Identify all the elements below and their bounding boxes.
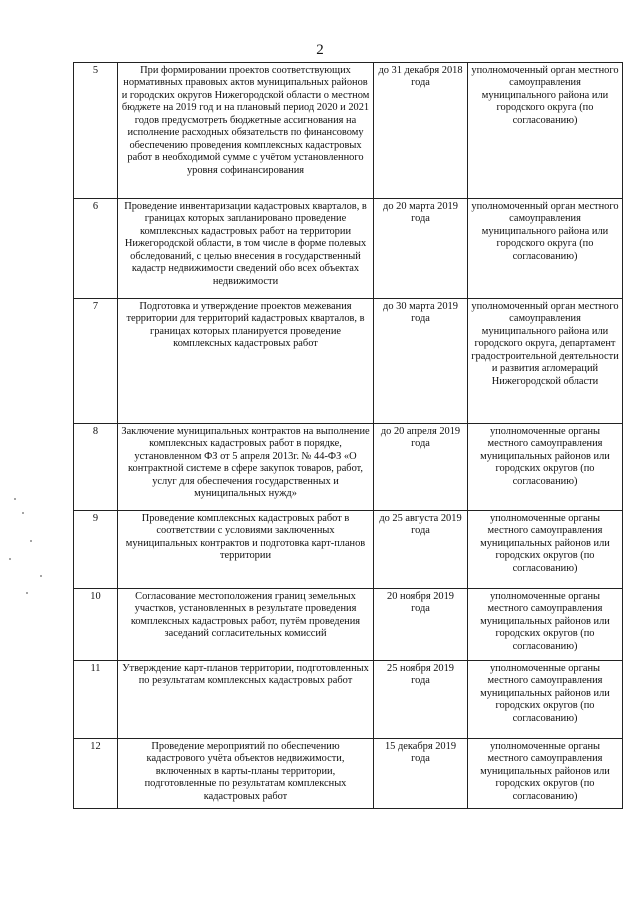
row-number: 12 — [74, 739, 118, 809]
scan-speck — [22, 512, 24, 514]
row-responsible: уполномоченные органы местного самоуправления муниципальных районов или городских округов (по согласованию) — [468, 424, 623, 511]
row-activity: Проведение инвентаризации кадастровых кварталов, в границах которых запланировано проведение комплексных кадастровых работ на территории Нижегородской области, в том числе в форме полевых обследований, с целью внесения в государственный кадастр недвижимости сведений обо всех объектах недвижимости — [118, 199, 374, 299]
row-responsible: уполномоченные органы местного самоуправления муниципальных районов или городских округов (по согласованию) — [468, 589, 623, 661]
row-activity: Утверждение карт-планов территории, подготовленных по результатам комплексных кадастровых работ — [118, 661, 374, 739]
row-responsible: уполномоченные органы местного самоуправления муниципальных районов или городских округов (по согласованию) — [468, 511, 623, 589]
row-number: 5 — [74, 63, 118, 199]
row-activity: Подготовка и утверждение проектов межевания территории для территорий кадастровых кварталов, в границах которых планируется проведение комплексных кадастровых работ — [118, 299, 374, 424]
row-activity: При формировании проектов соответствующих нормативных правовых актов муниципальных районов и городских округов Нижегородской области о местном бюджете на 2019 год и на плановый период 2020 и 2021 годов предусмотреть бюджетные ассигнования на исполнение расходных обязательств по финансовому обеспечению проведения комплексных кадастровых работ в необходимой сумме с учётом установленного уровня софинансирования — [118, 63, 374, 199]
row-activity: Проведение мероприятий по обеспечению кадастрового учёта объектов недвижимости, включенных в карты-планы территории, подготовленные по результатам комплексных кадастровых работ — [118, 739, 374, 809]
row-deadline: 25 ноября 2019 года — [374, 661, 468, 739]
scan-speck — [9, 558, 11, 560]
table-row — [74, 661, 623, 739]
row-deadline: 15 декабря 2019 года — [374, 739, 468, 809]
scan-speck — [30, 540, 32, 542]
row-number: 6 — [74, 199, 118, 299]
table-row — [74, 299, 623, 424]
row-deadline: 20 ноября 2019 года — [374, 589, 468, 661]
row-number: 8 — [74, 424, 118, 511]
activities-table — [73, 62, 623, 809]
row-responsible: уполномоченный орган местного самоуправления муниципального района или городского округа (по согласованию) — [468, 199, 623, 299]
table-row — [74, 199, 623, 299]
row-responsible: уполномоченный орган местного самоуправления муниципального района или городского округа, департамент градостроительной деятельности и развития агломераций Нижегородской области — [468, 299, 623, 424]
row-responsible: уполномоченные органы местного самоуправления муниципальных районов или городских округов (по согласованию) — [468, 661, 623, 739]
scan-speck — [40, 575, 42, 577]
table-row — [74, 739, 623, 809]
row-responsible: уполномоченный орган местного самоуправления муниципального района или городского округа (по согласованию) — [468, 63, 623, 199]
scan-speck — [14, 498, 16, 500]
row-number: 7 — [74, 299, 118, 424]
row-deadline: до 30 марта 2019 года — [374, 299, 468, 424]
row-activity: Проведение комплексных кадастровых работ в соответствии с условиями заключенных муниципальных контрактов и подготовка карт-планов территории — [118, 511, 374, 589]
table-row — [74, 589, 623, 661]
row-deadline: до 20 марта 2019 года — [374, 199, 468, 299]
row-number: 9 — [74, 511, 118, 589]
row-activity: Согласование местоположения границ земельных участков, установленных в результате проведения комплексных кадастровых работ, путём проведения заседаний согласительных комиссий — [118, 589, 374, 661]
row-number: 10 — [74, 589, 118, 661]
row-number: 11 — [74, 661, 118, 739]
page-number: 2 — [316, 42, 324, 58]
scan-speck — [26, 592, 28, 594]
row-deadline: до 31 декабря 2018 года — [374, 63, 468, 199]
row-responsible: уполномоченные органы местного самоуправления муниципальных районов или городских округов (по согласованию) — [468, 739, 623, 809]
row-activity: Заключение муниципальных контрактов на выполнение комплексных кадастровых работ в порядке, установленном ФЗ от 5 апреля 2013г. № 44-ФЗ «О контрактной системе в сфере закупок товаров, работ, услуг для обеспечения государственных и муниципальных нужд» — [118, 424, 374, 511]
row-deadline: до 20 апреля 2019 года — [374, 424, 468, 511]
row-deadline: до 25 августа 2019 года — [374, 511, 468, 589]
table-row — [74, 63, 623, 199]
table-row — [74, 511, 623, 589]
table-row — [74, 424, 623, 511]
